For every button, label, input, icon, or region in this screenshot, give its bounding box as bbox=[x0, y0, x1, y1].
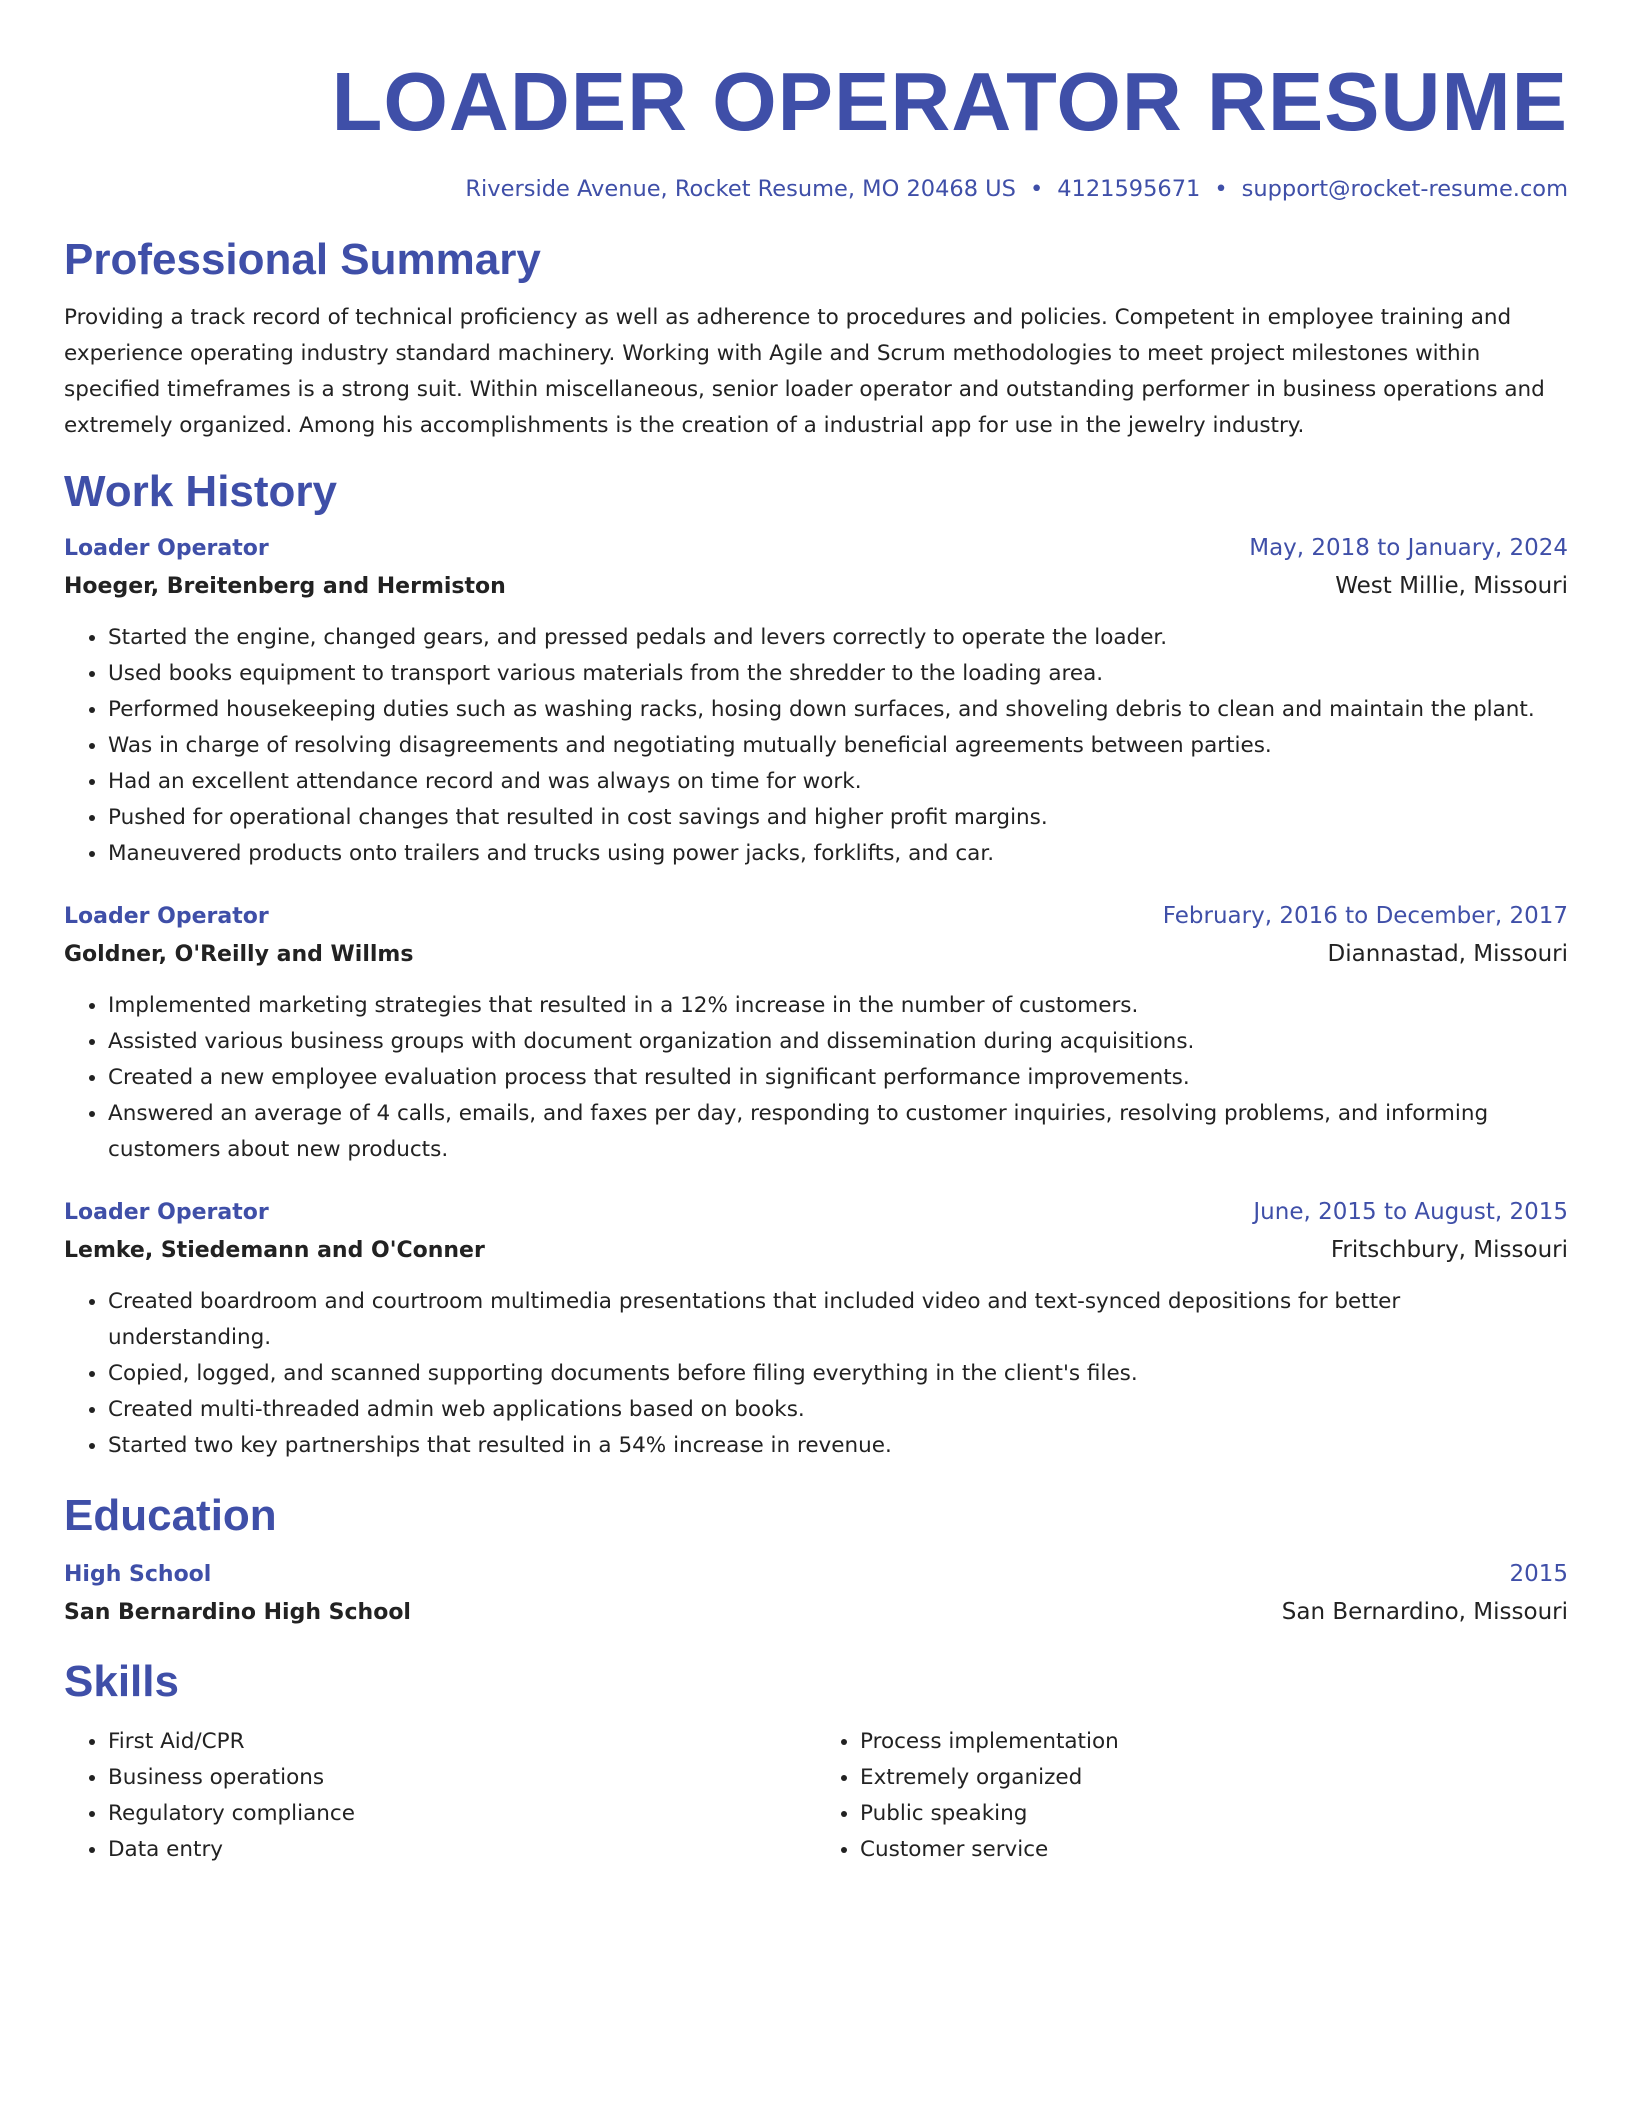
job-location: Fritschbury, Missouri bbox=[1330, 1237, 1568, 1263]
job-entry bbox=[64, 530, 1568, 872]
education-school: San Bernardino High School bbox=[64, 1600, 411, 1625]
skill-item: • Data entry bbox=[108, 1832, 816, 1868]
section-title-summary: Professional Summary bbox=[64, 235, 541, 284]
job-bullet: • Created boardroom and courtroom multimedia presentations that included video and text-synced depositions for better understanding. bbox=[108, 1284, 1568, 1356]
job-dates: June, 2015 to August, 2015 bbox=[1253, 1199, 1568, 1225]
job-company: Goldner, O'Reilly and Willms bbox=[64, 942, 414, 967]
skill-item: • Regulatory compliance bbox=[108, 1796, 816, 1832]
contact-separator: • bbox=[1029, 176, 1044, 202]
resume-header bbox=[64, 52, 1568, 204]
skill-item: • Extremely organized bbox=[860, 1760, 1568, 1796]
job-bullet: • Was in charge of resolving disagreements and negotiating mutually beneficial agreements between parties. bbox=[108, 728, 1568, 764]
job-bullet-list bbox=[64, 620, 1568, 872]
skills-column-right bbox=[816, 1724, 1568, 1868]
job-bullet: • Started two key partnerships that resulted in a 54% increase in revenue. bbox=[108, 1428, 1568, 1464]
job-bullet: • Maneuvered products onto trailers and trucks using power jacks, forklifts, and car. bbox=[108, 836, 1568, 872]
contact-phone: 4121595671 bbox=[1057, 176, 1201, 202]
job-bullet: • Had an excellent attendance record and was always on time for work. bbox=[108, 764, 1568, 800]
education-degree: High School bbox=[64, 1562, 212, 1587]
job-bullet: • Performed housekeeping duties such as washing racks, hosing down surfaces, and shoveling debris to clean and maintain the plant. bbox=[108, 692, 1568, 728]
job-bullet: • Answered an average of 4 calls, emails, and faxes per day, responding to customer inquiries, resolving problems, and informing customers about new products. bbox=[108, 1096, 1568, 1168]
education-entry bbox=[64, 1556, 1568, 1632]
job-bullet: • Assisted various business groups with document organization and dissemination during acquisitions. bbox=[108, 1024, 1568, 1060]
job-entry bbox=[64, 1194, 1568, 1464]
contact-separator: • bbox=[1214, 176, 1228, 202]
job-dates: February, 2016 to December, 2017 bbox=[1162, 903, 1568, 929]
job-role: Loader Operator bbox=[64, 536, 269, 561]
job-bullet: • Started the engine, changed gears, and pressed pedals and levers correctly to operate the loader. bbox=[108, 620, 1568, 656]
resume-title: LOADER OPERATOR RESUME bbox=[331, 55, 1568, 148]
skill-item: • Customer service bbox=[860, 1832, 1568, 1868]
skill-item: • Business operations bbox=[108, 1760, 816, 1796]
skill-item: • First Aid/CPR bbox=[108, 1724, 816, 1760]
job-dates: May, 2018 to January, 2024 bbox=[1249, 535, 1568, 561]
job-bullet: • Implemented marketing strategies that resulted in a 12% increase in the number of customers. bbox=[108, 988, 1568, 1024]
education-location: San Bernardino, Missouri bbox=[1281, 1599, 1568, 1625]
job-bullet: • Created multi-threaded admin web applications based on books. bbox=[108, 1392, 1568, 1428]
skill-item: • Process implementation bbox=[860, 1724, 1568, 1760]
section-title-work-history: Work History bbox=[64, 467, 338, 516]
education-year: 2015 bbox=[1509, 1561, 1568, 1587]
job-location: Diannastad, Missouri bbox=[1327, 941, 1568, 967]
job-company: Lemke, Stiedemann and O'Conner bbox=[64, 1238, 485, 1263]
section-title-education: Education bbox=[64, 1491, 277, 1540]
skills-grid bbox=[64, 1724, 1568, 1868]
job-role: Loader Operator bbox=[64, 1200, 269, 1225]
section-title-skills: Skills bbox=[64, 1657, 179, 1706]
contact-line bbox=[64, 174, 1568, 204]
job-bullet: • Created a new employee evaluation process that resulted in significant performance improvements. bbox=[108, 1060, 1568, 1096]
skills-column-left bbox=[64, 1724, 816, 1868]
contact-email: support@rocket-resume.com bbox=[1241, 176, 1568, 202]
job-bullet-list bbox=[64, 1284, 1568, 1464]
job-bullet: • Pushed for operational changes that resulted in cost savings and higher profit margins. bbox=[108, 800, 1568, 836]
job-bullet-list bbox=[64, 988, 1568, 1168]
summary-text: Providing a track record of technical proficiency as well as adherence to procedures and policies. Competent in employee training and experience operating industry standard machinery. Working with Agile and Scrum methodologies to meet project milestones within specified timeframes is a strong suit. Within miscellaneous, senior loader operator and outstanding performer in business operations and extremely organized. Among his accomplishments is the creation of a industrial app for use in the jewelry industry. bbox=[64, 305, 1545, 438]
job-location: West Millie, Missouri bbox=[1335, 573, 1568, 599]
job-entry bbox=[64, 898, 1568, 1168]
job-bullet: • Used books equipment to transport various materials from the shredder to the loading area. bbox=[108, 656, 1568, 692]
skill-item: • Public speaking bbox=[860, 1796, 1568, 1832]
job-bullet: • Copied, logged, and scanned supporting documents before filing everything in the client's files. bbox=[108, 1356, 1568, 1392]
job-company: Hoeger, Breitenberg and Hermiston bbox=[64, 574, 506, 599]
contact-address: Riverside Avenue, Rocket Resume, MO 20468 US bbox=[465, 176, 1016, 202]
job-role: Loader Operator bbox=[64, 904, 269, 929]
